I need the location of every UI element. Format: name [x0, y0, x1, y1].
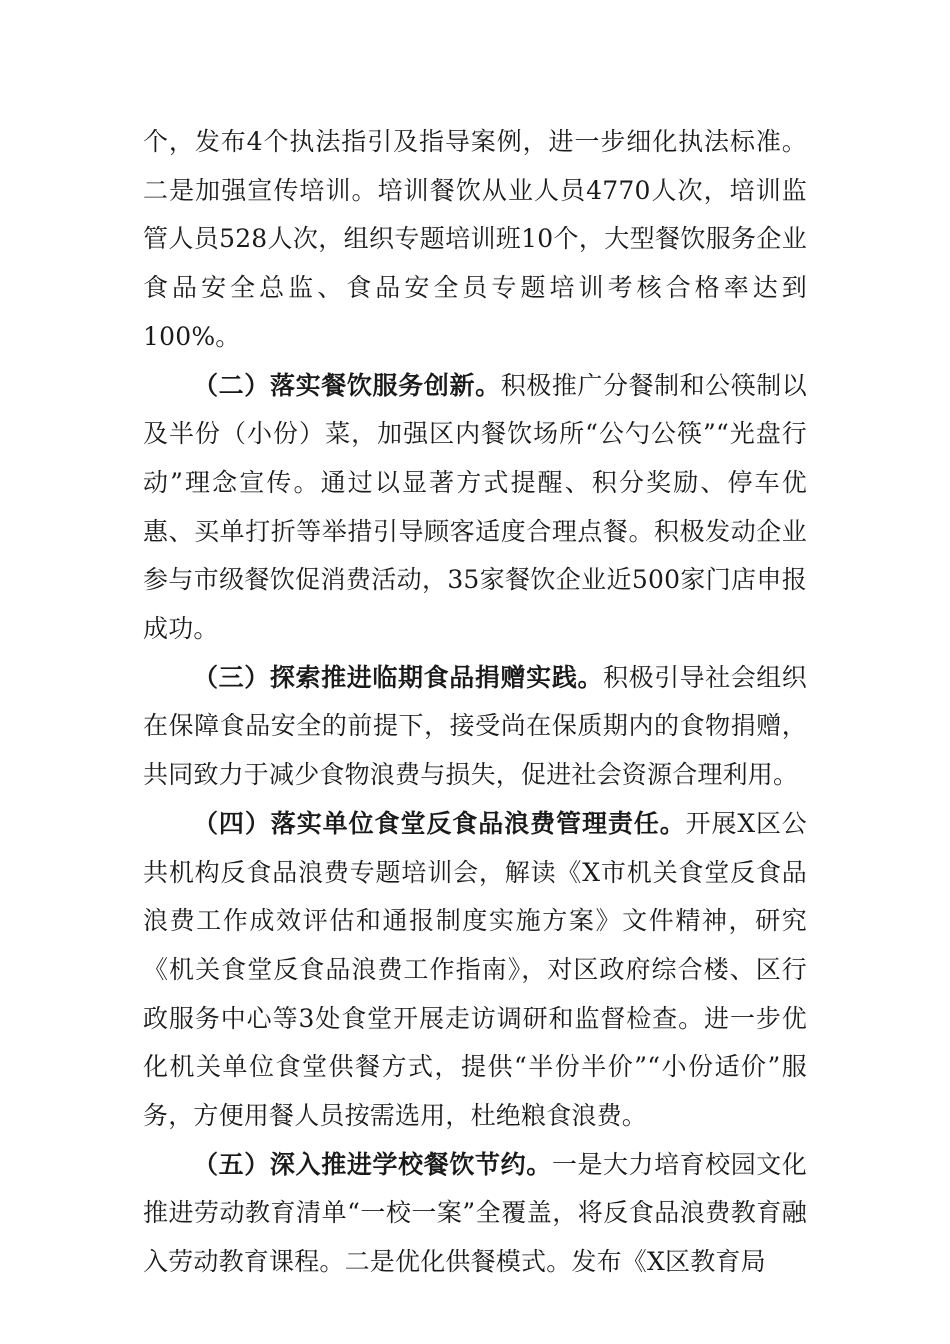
paragraph-text: 个，发布4个执法指引及指导案例，进一步细化执法标准。二是加强宣传培训。培训餐饮从业人员4770人次，培训监管人员528人次，组织专题培训班10个，大型餐饮服务企业食品安全总监、食品安全员专题培训考核合格率达到100%。	[143, 127, 807, 351]
paragraph-food-donation	[143, 654, 807, 800]
section-heading: （二）落实餐饮服务创新。	[193, 370, 501, 400]
section-heading: （五）深入推进学校餐饮节约。	[193, 1149, 552, 1179]
paragraph-school-catering	[143, 1141, 807, 1287]
paragraph-text: 开展X区公共机构反食品浪费专题培训会，解读《X市机关食堂反食品浪费工作成效评估和通报制度实施方案》文件精神，研究《机关食堂反食品浪费工作指南》，对区政府综合楼、区行政服务中心等3处食堂开展走访调研和监督检查。进一步优化机关单位食堂供餐方式，提供“半份半价”“小份适价”服务，方便用餐人员按需选用，杜绝粮食浪费。	[143, 808, 807, 1131]
paragraph-catering-innovation	[143, 362, 807, 654]
paragraph-text: 积极引导社会组织在保障食品安全的前提下，接受尚在保质期内的食物捐赠，共同致力于减少食物浪费与损失，促进社会资源合理利用。	[143, 662, 807, 790]
document-body	[143, 118, 807, 1287]
section-heading: （三）探索推进临期食品捐赠实践。	[193, 662, 604, 692]
section-heading: （四）落实单位食堂反食品浪费管理责任。	[193, 808, 686, 838]
paragraph-text: 积极推广分餐制和公筷制以及半份（小份）菜，加强区内餐饮场所“公勺公筷”“光盘行动”理念宣传。通过以显著方式提醒、积分奖励、停车优惠、买单打折等举措引导顾客适度合理点餐。积极发动企业参与市级餐饮促消费活动，35家餐饮企业近500家门店申报成功。	[143, 370, 808, 644]
paragraph-text: 一是大力培育校园文化推进劳动教育清单“一校一案”全覆盖，将反食品浪费教育融入劳动教育课程。二是优化供餐模式。发布《X区教育局	[143, 1149, 807, 1277]
paragraph-continuation	[143, 118, 807, 362]
paragraph-canteen-responsibility	[143, 800, 807, 1141]
